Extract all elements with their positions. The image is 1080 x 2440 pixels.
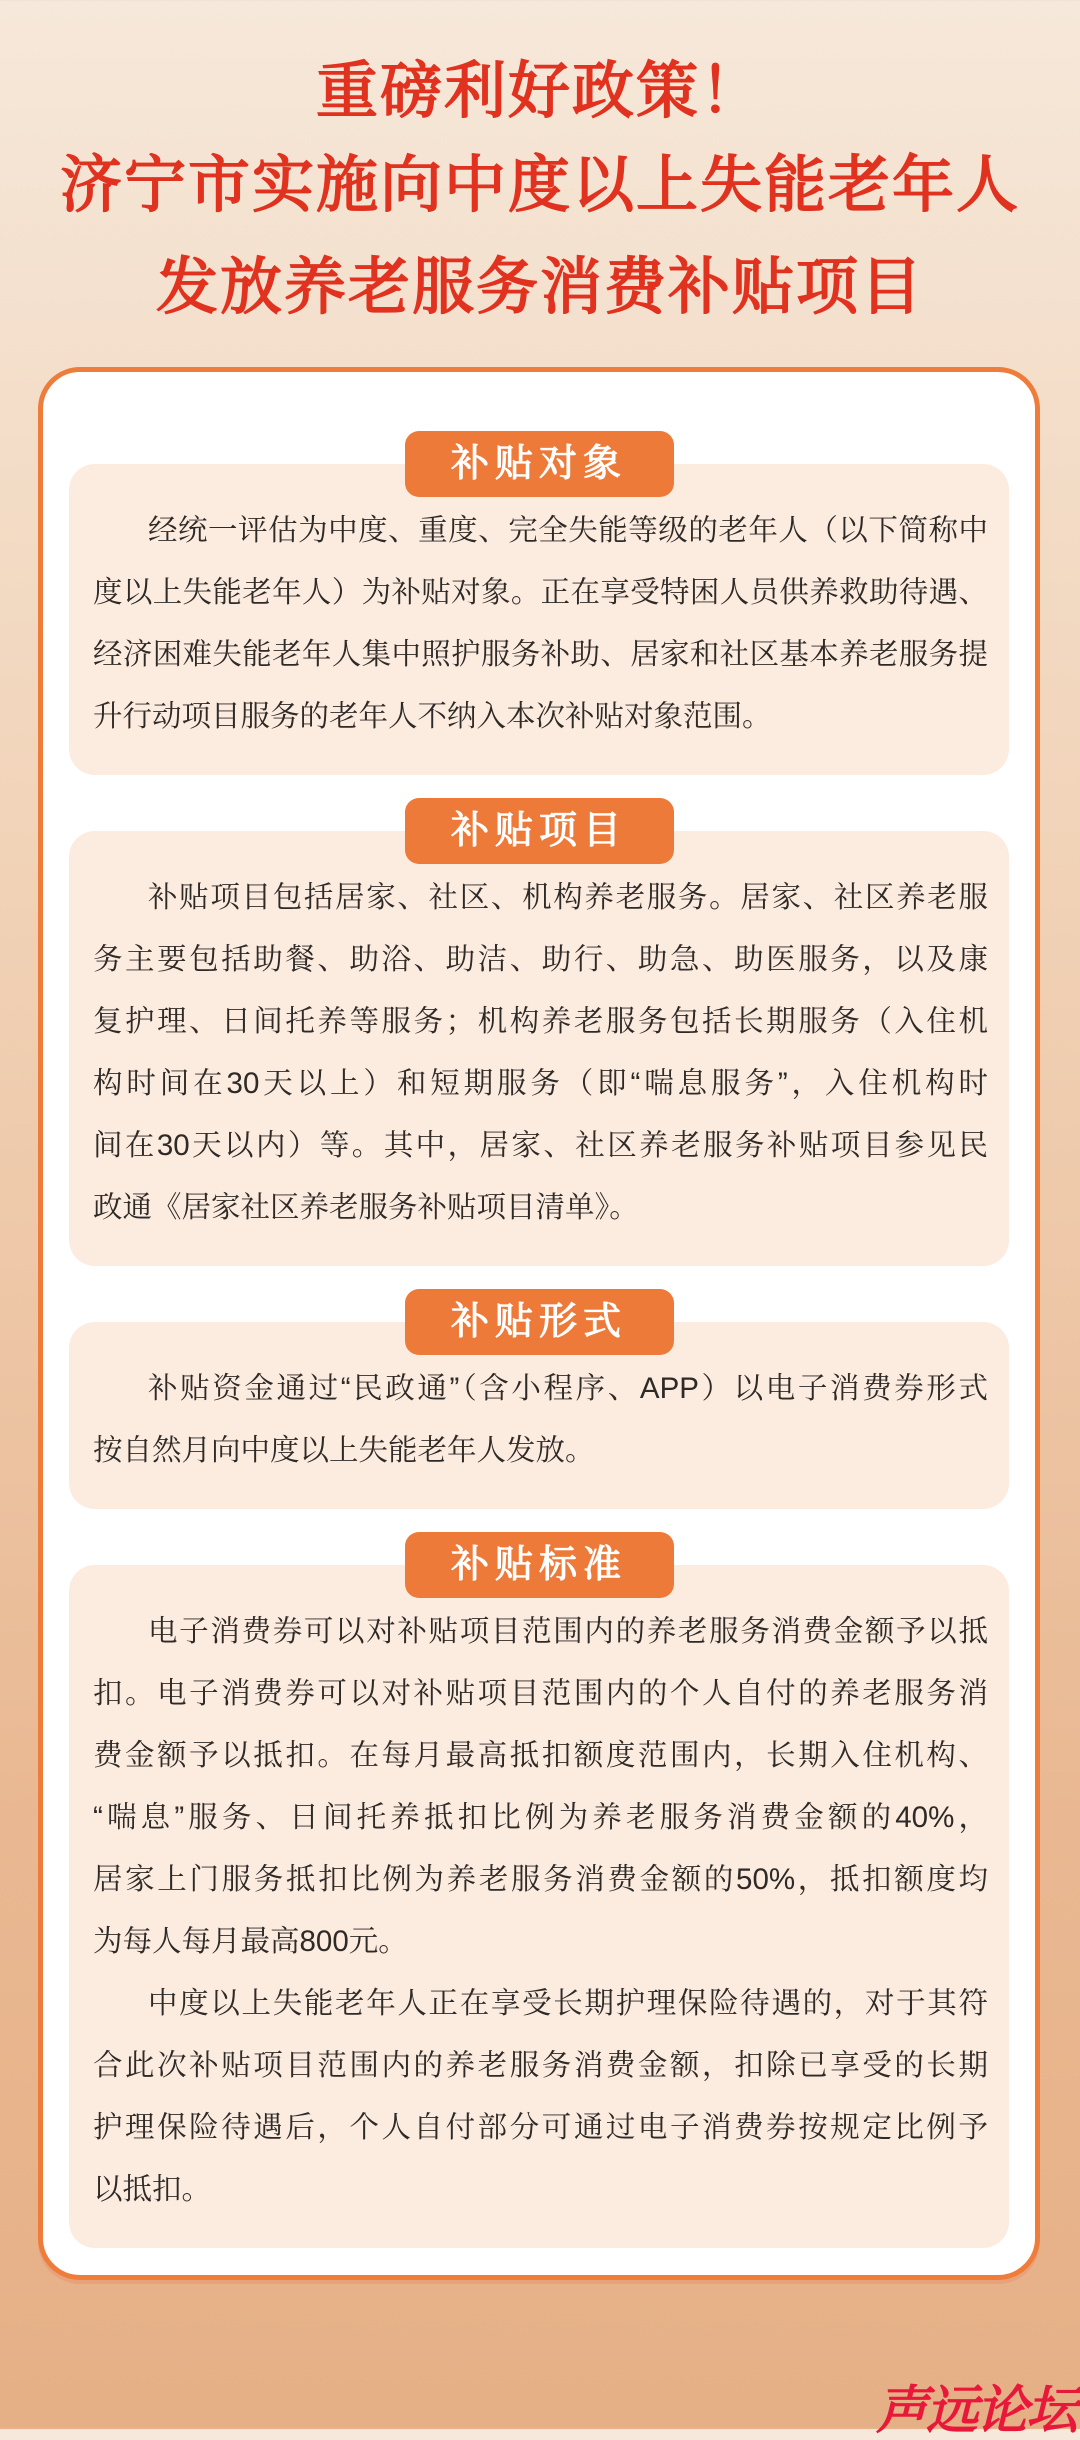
paragraph-line: 构时间在30天以上）和短期服务（即“喘息服务”，入住机构时 [93,1067,988,1100]
title-line-2: 济宁市实施向中度以上失能老年人 [59,151,1020,220]
paragraph [93,1358,988,1482]
title-line-1: 重磅利好政策！ [315,57,764,126]
paragraph-line: 费金额予以抵扣。在每月最高抵扣额度范围内，长期入住机构、 [93,1739,988,1772]
paragraph-line: 复护理、日间托养等服务；机构养老服务包括长期服务（入住机 [93,1005,988,1038]
paragraph-line: “喘息”服务、日间托养抵扣比例为养老服务消费金额的40%， [93,1801,988,1834]
paragraph-line: 中度以上失能老年人正在享受长期护理保险待遇的，对于其符 [148,1987,988,2020]
section-form [69,1289,1009,1509]
paragraph [93,1601,988,1973]
section-body-target [69,464,1009,775]
section-heading-items: 补贴项目 [405,798,674,864]
paragraph-line: 补贴项目包括居家、社区、机构养老服务。居家、社区养老服 [148,881,988,914]
paragraph-line: 电子消费券可以对补贴项目范围内的养老服务消费金额予以抵 [148,1615,988,1648]
section-heading-standard: 补贴标准 [405,1532,674,1598]
content-card [38,367,1040,2280]
paragraph-line: 按自然月向中度以上失能老年人发放。 [93,1434,595,1467]
paragraph [93,867,988,1239]
paragraph-line: 间在30天以内）等。其中，居家、社区养老服务补贴项目参见民 [93,1129,988,1162]
paragraph-line: 居家上门服务抵扣比例为养老服务消费金额的50%，抵扣额度均 [93,1863,988,1896]
paragraph-line: 扣。电子消费券可以对补贴项目范围内的个人自付的养老服务消 [93,1677,988,1710]
section-body-items [69,831,1009,1266]
section-target [69,431,1009,775]
section-items [69,798,1009,1266]
paragraph-line: 为每人每月最高800元。 [93,1925,408,1958]
paragraph-line: 护理保险待遇后，个人自付部分可通过电子消费券按规定比例予 [93,2111,988,2144]
paragraph-line: 务主要包括助餐、助浴、助洁、助行、助急、助医服务，以及康 [93,943,988,976]
paragraph-line: 合此次补贴项目范围内的养老服务消费金额，扣除已享受的长期 [93,2049,988,2082]
paragraph-line: 升行动项目服务的老年人不纳入本次补贴对象范围。 [93,700,772,733]
paragraph-line: 补贴资金通过“民政通”（含小程序、APP）以电子消费券形式 [148,1372,988,1405]
sections-container [69,431,1009,2271]
section-heading-form: 补贴形式 [405,1289,674,1355]
section-heading-target: 补贴对象 [405,431,674,497]
paragraph-line: 经统一评估为中度、重度、完全失能等级的老年人（以下简称中 [148,514,988,547]
paragraph-line: 经济困难失能老年人集中照护服务补助、居家和社区基本养老服务提 [93,638,988,671]
paragraph-line: 以抵扣。 [93,2173,212,2206]
watermark-logo: 声远论坛 [875,2382,1076,2440]
paragraph [93,500,988,748]
section-standard [69,1532,1009,2248]
title-line-3: 发放养老服务消费补贴项目 [155,253,924,322]
paragraph-line: 政通《居家社区养老服务补贴项目清单》。 [93,1191,639,1224]
paragraph [93,1973,988,2221]
section-body-standard [69,1565,1009,2248]
paragraph-line: 度以上失能老年人）为补贴对象。正在享受特困人员供养救助待遇、 [93,576,988,609]
